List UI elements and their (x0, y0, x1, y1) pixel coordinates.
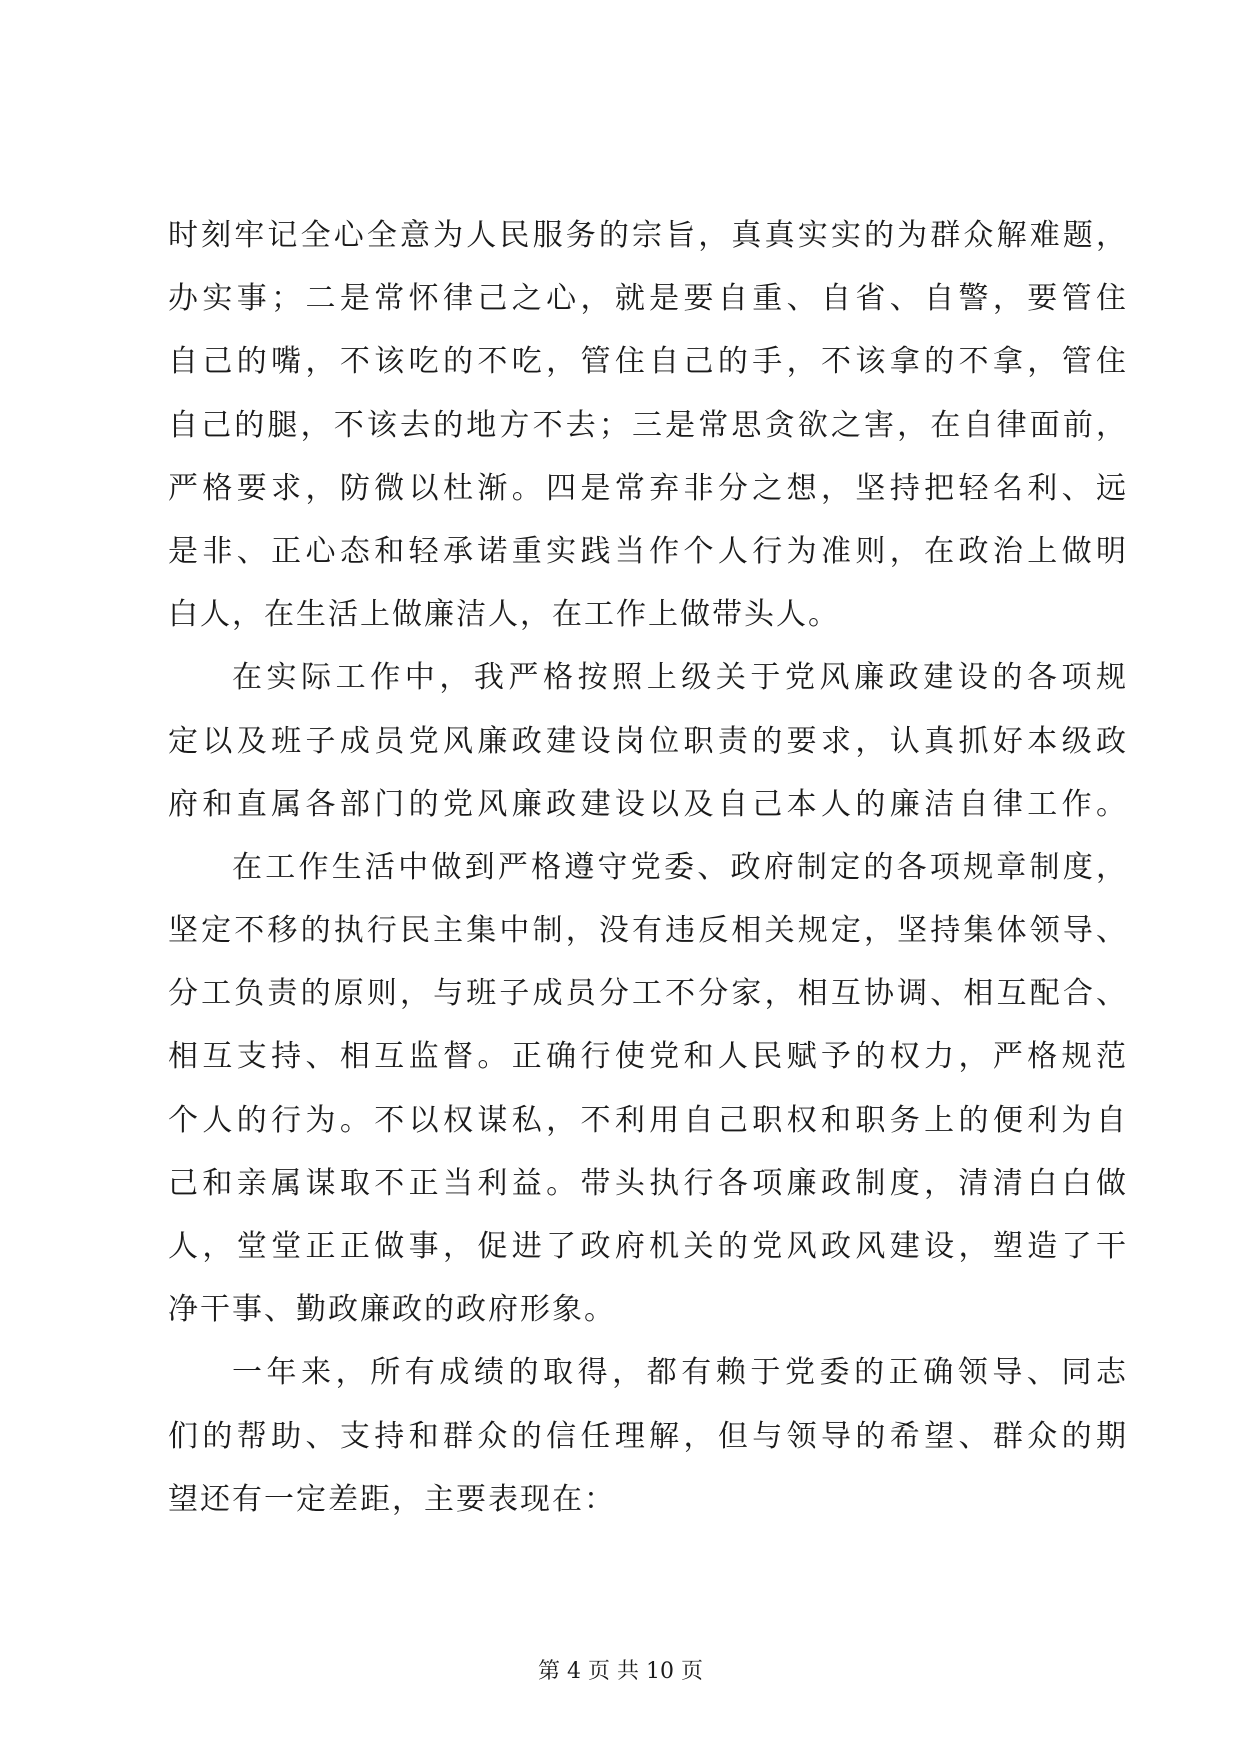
text-line: 府和直属各部门的党风廉政建设以及自己本人的廉洁自律工作。 (168, 786, 1128, 822)
text-line: 坚定不移的执行民主集中制，没有违反相关规定，坚持集体领导、 (168, 913, 1128, 949)
paragraph-first-line: 一年来，所有成绩的取得，都有赖于党委的正确领导、同志 (232, 1355, 1128, 1391)
text-line: 净干事、勤政廉政的政府形象。 (168, 1292, 616, 1328)
document-body (168, 204, 1128, 1531)
text-line: 个人的行为。不以权谋私，不利用自己职权和职务上的便利为自 (168, 1102, 1128, 1138)
text-line: 人，堂堂正正做事，促进了政府机关的党风政风建设，塑造了干 (168, 1229, 1128, 1264)
text-line: 时刻牢记全心全意为人民服务的宗旨，真真实实的为群众解难题， (168, 218, 1128, 253)
text-line: 是非、正心态和轻承诺重实践当作个人行为准则，在政治上做明 (168, 533, 1128, 569)
text-line: 己和亲属谋取不正当利益。带头执行各项廉政制度，清清白白做 (168, 1165, 1128, 1201)
text-line: 白人，在生活上做廉洁人，在工作上做带头人。 (168, 597, 840, 633)
text-line: 定以及班子成员党风廉政建设岗位职责的要求，认真抓好本级政 (168, 723, 1128, 759)
paragraph-first-line: 在实际工作中，我严格按照上级关于党风廉政建设的各项规 (232, 660, 1128, 696)
text-line: 望还有一定差距，主要表现在： (168, 1481, 616, 1517)
text-line: 自己的腿，不该去的地方不去；三是常思贪欲之害，在自律面前， (168, 407, 1128, 443)
text-line: 分工负责的原则，与班子成员分工不分家，相互协调、相互配合、 (168, 976, 1128, 1012)
text-line: 相互支持、相互监督。正确行使党和人民赋予的权力，严格规范 (168, 1039, 1128, 1075)
text-line: 们的帮助、支持和群众的信任理解，但与领导的希望、群众的期 (168, 1418, 1128, 1454)
text-line: 严格要求，防微以杜渐。四是常弃非分之想，坚持把轻名利、远 (168, 470, 1128, 506)
page-number-footer: 第 4 页 共 10 页 (538, 1659, 703, 1684)
text-line: 办实事；二是常怀律己之心，就是要自重、自省、自警，要管住 (168, 281, 1128, 317)
text-line: 自己的嘴，不该吃的不吃，管住自己的手，不该拿的不拿，管住 (168, 344, 1128, 380)
paragraph-first-line: 在工作生活中做到严格遵守党委、政府制定的各项规章制度， (232, 849, 1128, 885)
